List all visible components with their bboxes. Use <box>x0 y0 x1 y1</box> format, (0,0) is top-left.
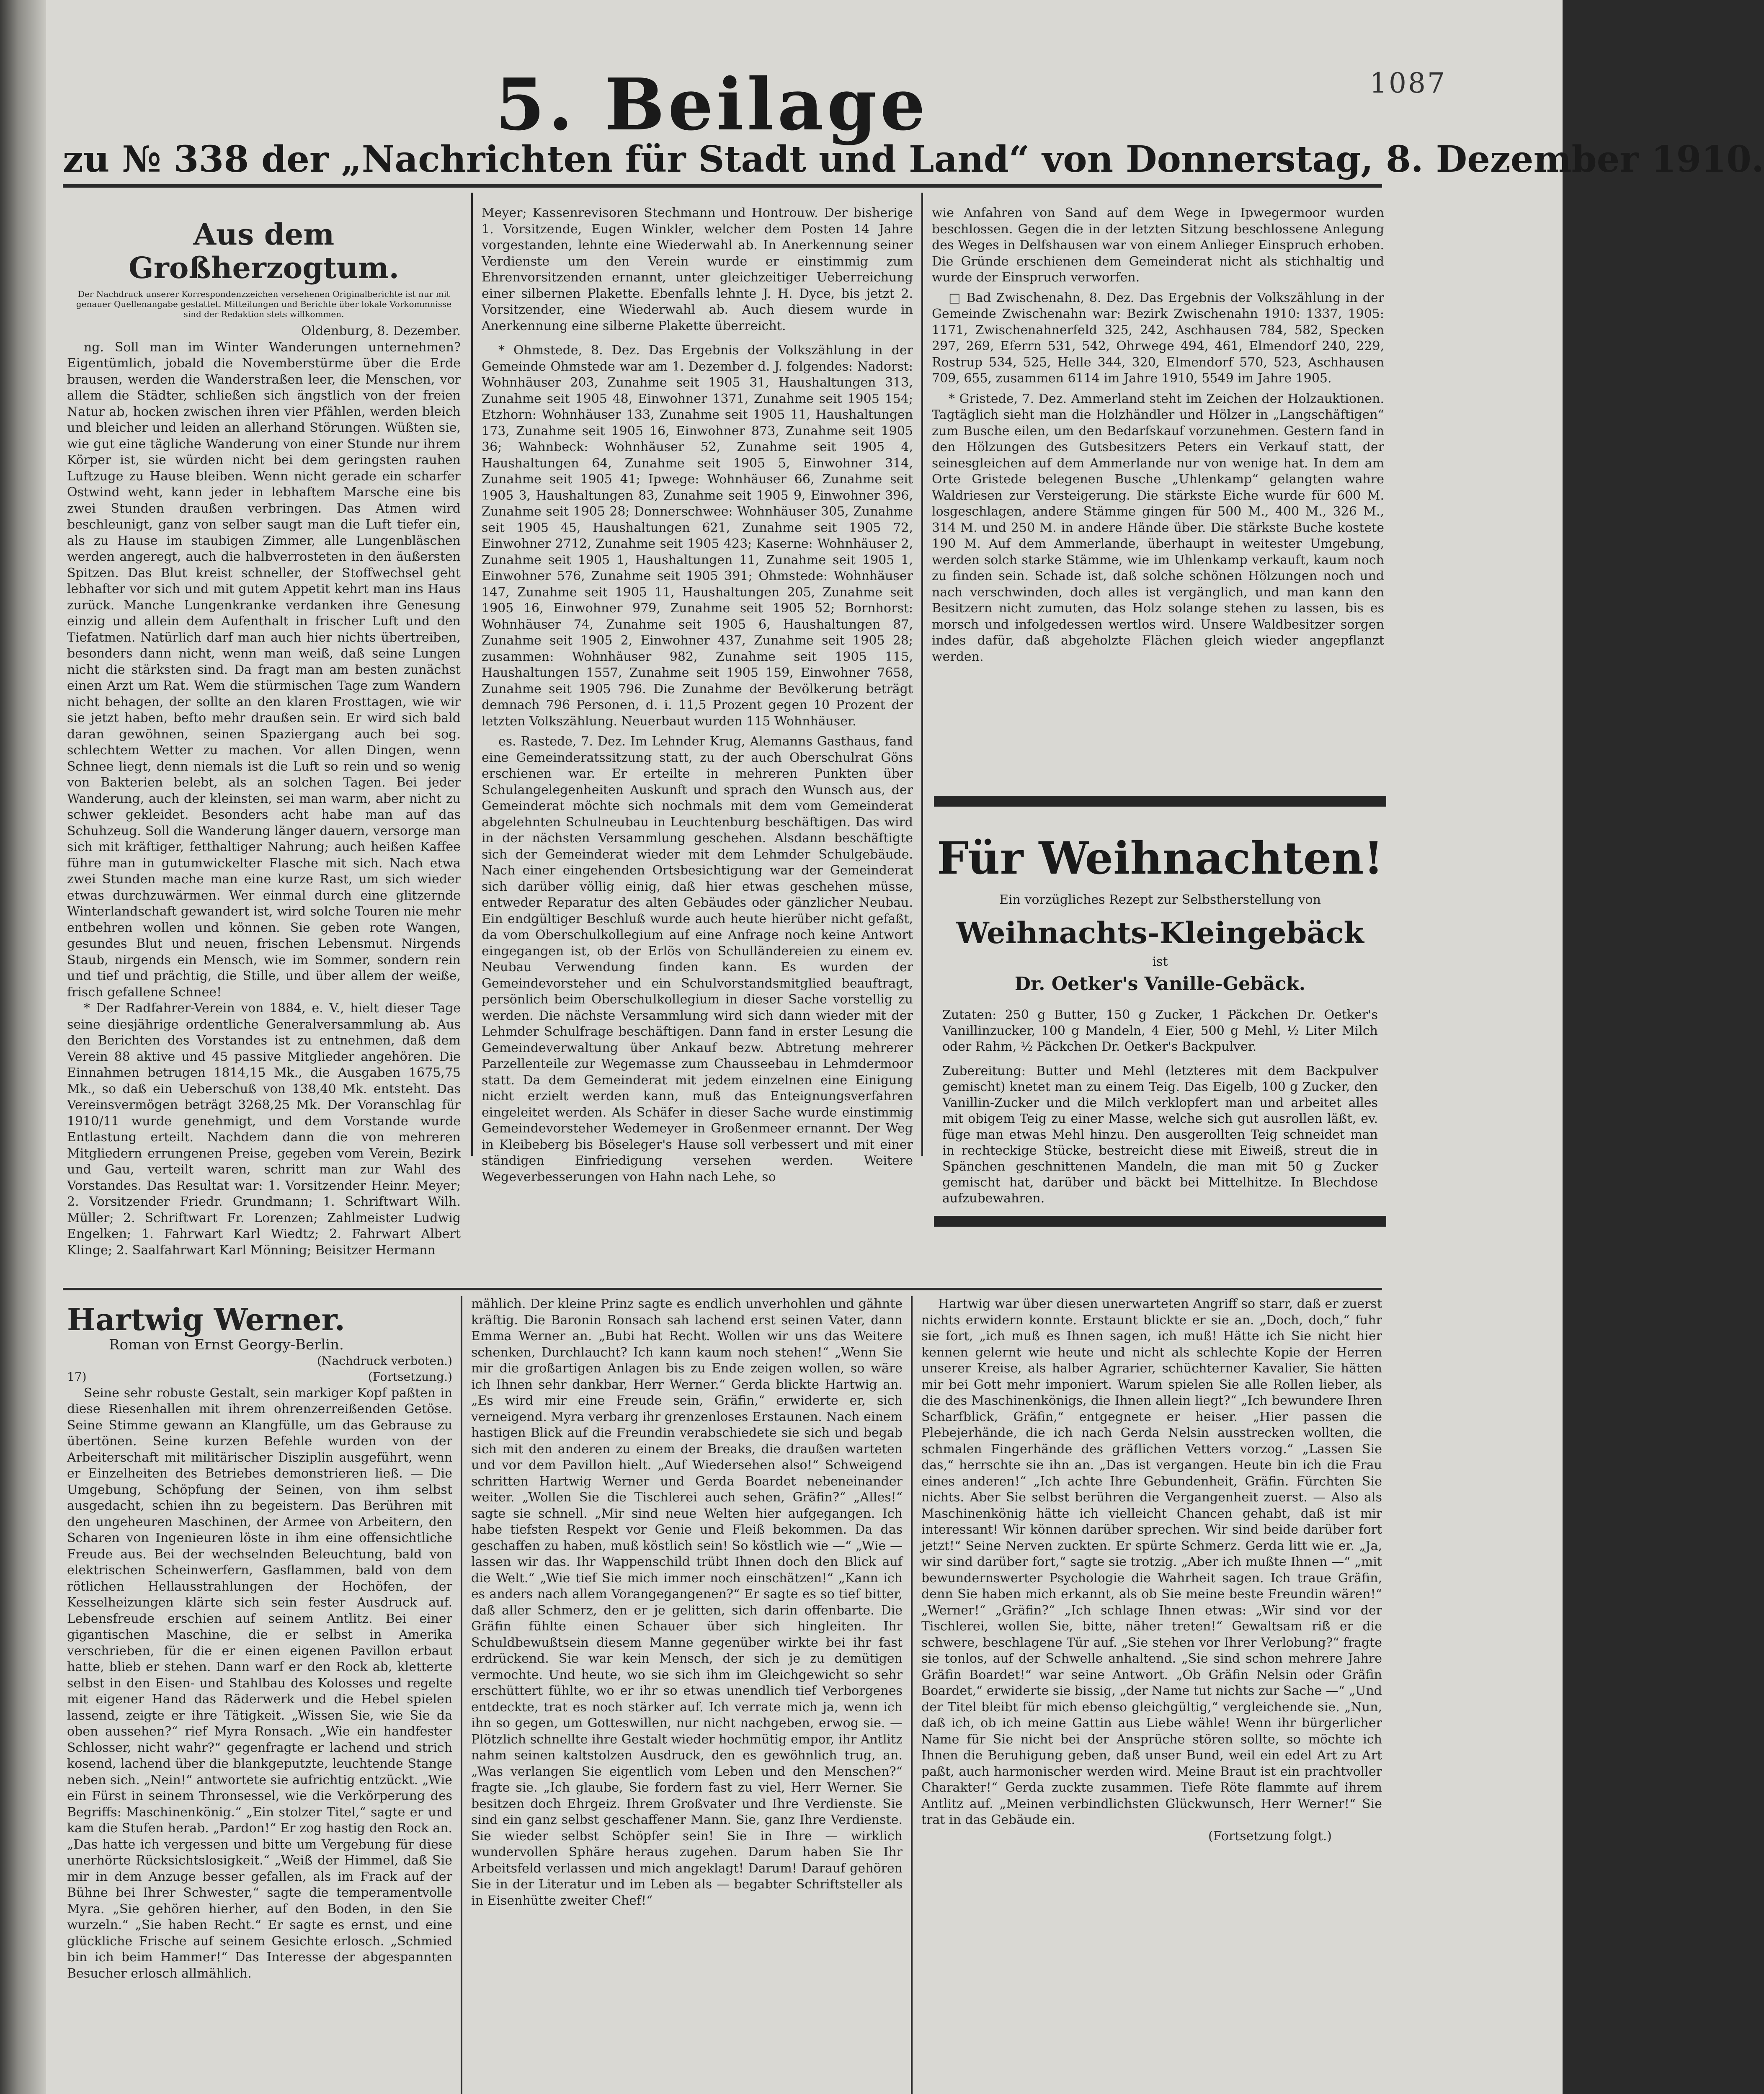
ad-ingredients: Zutaten: 250 g Butter, 150 g Zucker, 1 Päckchen Dr. Oetker's Vanillinzucker, 100 g Mandeln, 4 Eier, 500 g Mehl, ½ Liter Milch oder Rahm, ½ Päckchen Dr. Oetker's Backpulver. <box>942 1008 1378 1054</box>
column-rule-1 <box>471 193 473 1156</box>
novel-installment: 17) <box>67 1370 87 1384</box>
reprint-note: Der Nachdruck unserer Korrespondenzzeichen versehenen Originalberichte ist nur mit genauer Quellenangabe gestattet. Mitteilungen und Berichte über lokale Vorkommnisse sind der Redaktion stets willkommen. <box>76 289 452 319</box>
supplement-title: 5. Beilage <box>495 63 929 147</box>
article-gristede-auctions: * Gristede, 7. Dez. Ammerland steht im Zeichen der Holzauktionen. Tagtäglich sieht man die Holzhändler und Hölzer in „Langschäftigen“ zum Busche eilen, um den Bedarfskauf vorzunehmen. Gestern fand in den Hölzungen des Gutsbesitzers Peters ein Verkauf statt, der seinesgleichen auf dem Ammerlande nur von wenige hat. In dem am Orte Gristede belegenen Busche „Uhlenkamp“ gelangten wahre Waldriesen zur Versteigerung. Die stärkste Eiche wurde für 600 M. losgeschlagen, andere Stämme gingen für 500 M., 400 M., 326 M., 314 M. und 250 M. in andere Hände über. Die stärkste Buche kostete 190 M. Auf dem Ammerlande, überhaupt in weitester Umgebung, werden solch starke Stämme, wie im Uhlenkamp verkauft, kaum noch zu finden sein. Schade ist, daß solche schönen Hölzungen noch und nach verschwinden, doch alles ist vergänglich, und man kann den Besitzern nicht zumuten, das Holz solange stehen zu lassen, bis es morsch und infolgedessen wertlos wird. Unsere Waldbesitzer sorgen indes dafür, daß abgeholzte Flächen gleich wieder angepflanzt werden. <box>932 391 1384 664</box>
book-binding-edge <box>0 0 46 2094</box>
ad-line2: ist <box>1152 954 1168 969</box>
ad-brand: Dr. Oetker's Vanille-Gebäck. <box>1014 973 1306 995</box>
novel-column-1 <box>67 1302 452 2094</box>
ad-title: Für Weihnachten! <box>937 832 1383 884</box>
feuilleton-rule <box>63 1288 1382 1290</box>
ad-title2: Weihnachts-Kleingebäck <box>956 915 1364 950</box>
novel-rights: (Nachdruck verboten.) <box>317 1354 452 1368</box>
novel-text-3: Hartwig war über diesen unerwarteten Angriff so starr, daß er zuerst nichts erwidern konnte. Erstaunt blickte er sie an. „Doch, doch,“ fuhr sie fort, „ich muß es Ihnen sagen, ich muß! Hätte ich Sie nicht hier kennen gelernt wie heute und nicht als schlechte Kopie der Herren unserer Kreise, als halber Agrarier, schüchterner Kavalier, Sie hätten mir bei Gott mehr imponiert. Warum spielen Sie alle Rollen lieber, als die des Maschinenkönigs, die Ihnen allein liegt?“ „Ich bewundere Ihren Scharfblick, Gräfin,“ entgegnete er heiser. „Hier passen die Plebejerhände, die ich nach Gerda Nelsin ausstrecken wollten, die schmalen Fingerhände des gräflichen Vetters vorzog.“ „Lassen Sie das,“ herrschte sie ihn an. „Das ist vergangen. Heute bin ich die Frau eines anderen!“ „Ich achte Ihre Gebundenheit, Gräfin. Fürchten Sie nichts. Aber Sie selbst berühren die Vergangenheit zuerst. — Also als Maschinenkönig hätte ich vielleicht Chancen gehabt, daß ist mir interessant! Wir können darüber sprechen. Wir sind beide darüber fort jetzt!“ Seine Nerven zuckten. Er spürte Schmerz. Gerda litt wie er. „Ja, wir sind darüber fort,“ sagte sie trotzig. „Aber ich mußte Ihnen —“ „mit bewundernswerter Psychologie die Wahrheit sagen. Ich traue Gräfin, denn Sie haben mich erkannt, als ob Sie meine beste Freundin wären!“ „Werner!“ „Gräfin?“ „Ich schlage Ihnen etwas: „Wir sind vor der Tischlerei, wollen Sie, bitte, näher treten!“ Gewaltsam riß er die schwere, beschlagene Tür auf. „Sie stehen vor Ihrer Verlobung?“ fragte sie tonlos, auf der Schwelle anhaltend. „Sie sind schon mehrere Jahre Gräfin Boardet!“ war seine Antwort. „Ob Gräfin Nelsin oder Gräfin Boardet,“ erwiderte sie bissig, „der Name tut nichts zur Sache —“ „Und der Titel bleibt für mich ebenso gleichgültig,“ vergleichende sie. „Nun, daß ich, ob ich meine Gattin aus Liebe wähle! Wenn ihr bürgerlicher Name für Sie nicht bei der Ansprüche stören sollte, so möchte ich Ihnen die Beruhigung geben, daß unser Bund, weil ein edel Art zu Art paßt, auch harmonischer werden wird. Meine Braut ist ein prachtvoller Charakter!“ Gerda zuckte zusammen. Tiefe Röte flammte auf ihrem Antlitz auf. „Meinen verbindlichsten Glückwunsch, Herr Werner!“ Sie trat in das Gebäude ein. <box>921 1297 1382 1827</box>
ad-top-bar <box>934 796 1386 807</box>
novel-text-2: mählich. Der kleine Prinz sagte es endlich unverhohlen und gähnte kräftig. Die Baronin Ronsach sah lachend erst seinen Vater, dann Emma Werner an. „Bubi hat Recht. Wollen wir uns das Weitere schenken, Durchlaucht? Ich kann kaum noch stehen!“ „Wenn Sie mir die großartigen Anlagen bis zu Ende zeigen wollen, so wäre ich Ihnen sehr dankbar, Herr Werner.“ Gerda blickte Hartwig an. „Es wird mir eine Freude sein, Gräfin,“ erwiderte er, sich verneigend. Myra verbarg ihr grenzenloses Erstaunen. Nach einem hastigen Blick auf die Freundin verabschiedete sie sich und begab sich mit den anderen zu einem der Breaks, die draußen warteten und vor dem Pavillon hielt. „Auf Wiedersehen also!“ Schweigend schritten Hartwig Werner und Gerda Boardet nebeneinander weiter. „Wollen Sie die Tischlerei auch sehen, Gräfin?“ „Alles!“ sagte sie schnell. „Mir sind neue Welten hier aufgegangen. Ich habe tiefsten Respekt vor Genie und Fleiß bekommen. Da das geschaffen zu haben, muß köstlich sein! So köstlich wie —“ „Wie — lassen wir das. Ihr Wappenschild trübt Ihnen doch den Blick auf die Welt.“ „Wie tief Sie mich immer noch einschätzen!“ „Kann ich es anders nach allem Vorangegangenen?“ Er sagte es so tief bitter, daß aller Schmerz, den er je gelitten, sich darin offenbarte. Die Gräfin fühlte einen Schauer über sich hingleiten. Ihr Schuldbewußtsein diesem Manne gegenüber wirkte bei ihr fast erdrückend. Sie war kein Mensch, der sich je zu demütigen vermochte. Und heute, wo sie sich ihm im Gleichgewicht so sehr erschüttert fühlte, wo er ihr so etwas unendlich tief Verborgenes entdeckte, trat es noch stärker auf. Ich verrate mich ja, wenn ich ihn so gegen, um Gotteswillen, nur nicht nachgeben, erwog sie. — Plötzlich schnellte ihre Gestalt wieder hochmütig empor, ihr Antlitz nahm seinen kaltstolzen Ausdruck, den es gewöhnlich trug, an. „Was verlangen Sie eigentlich vom Leben und den Menschen?“ fragte sie. „Ich glaube, Sie fordern fast zu viel, Herr Werner. Sie besitzen doch Ehrgeiz. Ihrem Großvater und Ihre Verdienste. Sie sind ein ganz selbst geschaffener Mann. Sie, ganz Ihre Verdienste. Sie wieder selbst Schöpfer sein! Sie in Ihre — wirklich wundervollen Sphäre heraus zugehen. Darum haben Sie Ihr Arbeitsfeld verlassen und mich angeklagt! Darum! Darauf gehören Sie in der Literatur und im Leben als — begabter Schriftsteller als in Eisenhütte zweiter Chef!“ <box>471 1297 903 1908</box>
article-rastede-council: es. Rastede, 7. Dez. Im Lehnder Krug, Alemanns Gasthaus, fand eine Gemeinderatssitzung statt, zu der auch Oberschulrat Göns erschienen war. Er erteilte in mehreren Punkten über Schulangelegenheiten Auskunft und sprach den Wunsch aus, der Gemeinderat möchte sich nochmals mit dem vom Gemeinderat abgelehnten Schulneubau in Leuchtenburg beschäftigen. Das wird in der nächsten Versammlung geschehen. Alsdann beschäftigte sich der Gemeinderat wieder mit dem Lehmder Schulgebäude. Nach einer eingehenden Ortsbesichtigung war der Gemeinderat sich darüber völlig einig, daß hier etwas geschehen müsse, entweder Reparatur des alten Gebäudes oder gänzlicher Neubau. Ein endgültiger Beschluß wurde auch heute hierüber nicht gefaßt, da vom Oberschulkollegium auf eine Anfrage noch keine Antwort eingegangen ist, ob der Erlös von Schulländereien zu einem ev. Neubau Verwendung finden kann. Es wurden der Gemeindevorsteher und ein Schulvorstandsmitglied beauftragt, persönlich beim Oberschulkollegium in dieser Sache vorstellig zu werden. Die nächste Versammlung wird sich dann wieder mit der Lehmder Schulfrage beschäftigen. Dann fand in erster Lesung die Gemeindeverwaltung über Ankauf bezw. Abtretung mehrerer Parzellenteile zur Wegemasse zum Chausseebau in Lehmdermoor statt. Da dem Gemeinderat mit jedem einzelnen eine Einigung nicht erzielt werden kann, muß das Enteignungsverfahren eingeleitet werden. Als Schäfer in dieser Sache wurde einstimmig Gemeindevorsteher Wedemeyer in Großenmeer ernannt. Der Weg in Kleibeberg bis Böseleger's Hause soll verbessert und mit einer ständigen Einfriedigung versehen werden. Weitere Wegeverbesserungen von Hahn nach Lehe, so <box>482 734 913 1184</box>
article-zwischenahn-census: □ Bad Zwischenahn, 8. Dez. Das Ergebnis der Volkszählung in der Gemeinde Zwischenahn war: Bezirk Zwischenahn 1910: 1337, 1905: 1171, Zwischenahnerfeld 325, 242, Aschhausen 784, 582, Specken 297, 269, Eferrn 531, 542, Ohrwege 494, 461, Elmendorf 240, 229, Rostrup 534, 525, Helle 344, 320, Elmendorf 570, 523, Aschhausen 709, 655, zusammen 6114 im Jahre 1910, 5549 im Jahre 1905. <box>932 290 1384 386</box>
ad-line1: Ein vorzügliches Rezept zur Selbstherstellung von <box>999 892 1321 907</box>
column-rule-3 <box>461 1296 462 2094</box>
supplement-subline: zu № 338 der „Nachrichten für Stadt und Land“ von Donnerstag, 8. Dezember 1910. <box>63 138 1764 181</box>
page-number: 1087 <box>1369 67 1447 99</box>
novel-title: Hartwig Werner. <box>67 1302 345 1337</box>
novel-author: Roman von Ernst Georgy-Berlin. <box>109 1336 344 1353</box>
ad-preparation: Zubereitung: Butter und Mehl (letzteres mit dem Backpulver gemischt) knetet man zu einem Teig. Das Eigelb, 100 g Zucker, den Vanillin-Zucker und die Milch verklopfert man und arbeitet alles mit obigem Teig zu einer Masse, welche sich gut ausrollen läßt, ev. füge man etwas Mehl hinzu. Den ausgerollten Teig schneidet man in rechteckige Stücke, bestreicht diese mit Eiweiß, streut die in Spänchen geschnittenen Mandeln, die man mit 50 g Zucker gemischt hat, darüber und bäckt bei Mittelhitze. In Blechdose aufzubewahren. <box>942 1064 1378 1206</box>
ad-bottom-bar <box>934 1216 1386 1227</box>
article-rastede-cont: wie Anfahren von Sand auf dem Wege in Ipwegermoor wurden beschlossen. Gegen die in der letzten Sitzung beschlossene Anlegung des Weges in Delfshausen war von einem Anlieger Einspruch erhoben. Die Gründe erschienen dem Gemeinderat nicht als stichhaltig und wurde der Einspruch verworfen. <box>932 206 1384 285</box>
novel-continued: (Fortsetzung.) <box>368 1370 452 1384</box>
novel-to-be-continued: (Fortsetzung folgt.) <box>1208 1828 1332 1844</box>
novel-text-1: Seine sehr robuste Gestalt, sein markiger Kopf paßten in diese Riesenhallen mit ihrem ohrenzerreißenden Getöse. Seine Stimme gewann an Klangfülle, um das Gebrause zu übertönen. Seine kurzen Befehle wurden von der Arbeiterschaft mit militärischer Disziplin ausgeführt, wenn er Einzelheiten des Betriebes demonstrieren ließ. — Die Umgebung, Schöpfung der Seinen, von ihm selbst ausgedacht, schien ihn zu begeistern. Das Berühren mit den ungeheuren Maschinen, der Armee von Arbeitern, den Scharen von Ingenieuren löste in ihm eine offensichtliche Freude aus. Bei der wechselnden Beleuchtung, bald von elektrischen Scheinwerfern, Gasflammen, bald von dem rötlichen Hellausstrahlungen der Hochöfen, der Kesselheizungen klärte sich sein fester Ausdruck auf. Lebensfreude erschien auf seinem Antlitz. Bei einer gigantischen Maschine, die er selbst in Amerika verschrieben, für die er einen eigenen Pavillon erbaut hatte, blieb er stehen. Dann warf er den Rock ab, kletterte selbst in den Eisen- und Stahlbau des Kolosses und regelte mit eigener Hand das Räderwerk und die Hebel spielen lassend, zeigte er ihre Tätigkeit. „Wissen Sie, wie Sie da oben aussehen?“ rief Myra Ronsach. „Wie ein handfester Schlosser, nicht wahr?“ gegenfragte er lachend und strich kosend, lachend über die blankgeputzte, leuchtende Stange neben sich. „Nein!“ antwortete sie aufrichtig entzückt. „Wie ein Fürst in seinem Thronsessel, wie die Verkörperung des Begriffs: Maschinenkönig.“ „Ein stolzer Titel,“ sagte er und kam die Stufen herab. „Pardon!“ Er zog hastig den Rock an. „Das hatte ich vergessen und bitte um Vergebung für diese unerhörte Rücksichtslosigkeit.“ „Weiß der Himmel, daß Sie mir in dem Anzuge besser gefallen, als im Frack auf der Bühne bei Ihrer Schwester,“ sagte die temperamentvolle Myra. „Sie gehören hierher, auf den Boden, in den Sie wurzeln.“ „Sie haben Recht.“ Er sagte es ernst, und eine glückliche Frische auf seinem Gesichte erlosch. „Schmied bin ich beim Hammer!“ Das Interesse der abgespannten Besucher erlosch allmählich. <box>67 1385 452 1981</box>
news-column-1 <box>67 218 461 1282</box>
dateline: Oldenburg, 8. Dezember. <box>301 324 461 338</box>
column-rule-4 <box>911 1296 913 2094</box>
article-ohmstede-census: * Ohmstede, 8. Dez. Das Ergebnis der Volkszählung in der Gemeinde Ohmstede war am 1. Dezember d. J. folgendes: Nadorst: Wohnhäuser 203, Zunahme seit 1905 31, Haushaltungen 313, Zunahme seit 1905 48, Einwohner 1371, Zunahme seit 1905 154; Etzhorn: Wohnhäuser 133, Zunahme seit 1905 11, Haushaltungen 173, Zunahme seit 1905 16, Einwohner 873, Zunahme seit 1905 36; Wahnbeck: Wohnhäuser 52, Zunahme seit 1905 4, Haushaltungen 64, Zunahme seit 1905 5, Einwohner 314, Zunahme seit 1905 41; Ipwege: Wohnhäuser 66, Zunahme seit 1905 3, Haushaltungen 83, Zunahme seit 1905 9, Einwohner 396, Zunahme seit 1905 28; Donnerschwee: Wohnhäuser 305, Zunahme seit 1905 45, Haushaltungen 621, Zunahme seit 1905 72, Einwohner 2712, Zunahme seit 1905 423; Kaserne: Wohnhäuser 2, Zunahme seit 1905 1, Haushaltungen 11, Zunahme seit 1905 1, Einwohner 576, Zunahme seit 1905 391; Ohmstede: Wohnhäuser 147, Zunahme seit 1905 11, Haushaltungen 205, Zunahme seit 1905 16, Einwohner 979, Zunahme seit 1905 52; Bornhorst: Wohnhäuser 74, Zunahme seit 1905 6, Haushaltungen 87, Zunahme seit 1905 2, Einwohner 437, Zunahme seit 1905 28; zusammen: Wohnhäuser 982, Zunahme seit 1905 115, Haushaltungen 1557, Zunahme seit 1905 159, Einwohner 7658, Zunahme seit 1905 796. Die Zunahme der Bevölkerung beträgt demnach 796 Personen, d. i. 11,5 Prozent gegen 10 Prozent der letzten Volkszählung. Neuerbaut wurden 115 Wohnhäuser. <box>482 343 913 729</box>
column-rule-2 <box>921 193 923 1156</box>
article-cycling-club: * Der Radfahrer-Verein von 1884, e. V., hielt dieser Tage seine diesjährige ordentliche Generalversammlung ab. Aus den Berichten des Vorstandes ist zu entnehmen, daß dem Verein 88 aktive und 45 passive Mitglieder angehören. Die Einnahmen betrugen 1814,15 Mk., die Ausgaben 1675,75 Mk., so daß ein Ueberschuß von 138,40 Mk. entsteht. Das Vereinsvermögen beträgt 3268,25 Mk. Der Voranschlag für 1910/11 wurde genehmigt, und dem Vorstande wurde Entlastung erteilt. Nachdem dann die von mehreren Mitgliedern errungenen Preise, gegeben vom Verein, Bezirk und Gau, verteilt waren, schritt man zur Wahl des Vorstandes. Das Resultat war: 1. Vorsitzender Heinr. Meyer; 2. Vorsitzender Friedr. Grundmann; 1. Schriftwart Wilh. Müller; 2. Schriftwart Fr. Lorenzen; Zahlmeister Ludwig Engelken; 1. Fahrwart Karl Wiedtz; 2. Fahrwart Albert Klinge; 2. Saalfahrwart Karl Mönning; Beisitzer Hermann <box>67 1001 461 1258</box>
news-column-2 <box>482 205 913 1282</box>
novel-column-2 <box>471 1296 903 2094</box>
oetker-advertisement <box>934 796 1386 1273</box>
novel-installment-line <box>67 1369 452 1385</box>
section-title: Aus dem Großherzogtum. <box>129 217 399 285</box>
novel-column-3 <box>921 1296 1382 2094</box>
header-rule <box>63 184 1382 188</box>
article-cycling-club-cont: Meyer; Kassenrevisoren Stechmann und Hontrouw. Der bisherige 1. Vorsitzende, Eugen Winkler, welcher dem Posten 14 Jahre vorgestanden, lehnte eine Wiederwahl ab. In Anerkennung seiner Verdienste um den Verein wurde er einstimmig zum Ehrenvorsitzenden ernannt, unter gleichzeitiger Ueberreichung einer silbernen Plakette. Ebenfalls lehnte J. H. Dyce, bis jetzt 2. Vorsitzender, eine Wiederwahl ab. Auch diesem wurde in Anerkennung eine silberne Plakette überreicht. <box>482 206 913 333</box>
news-column-3 <box>932 205 1384 783</box>
article-winter-walks: ng. Soll man im Winter Wanderungen unternehmen? Eigentümlich, jobald die Novemberstürme über die Erde brausen, werden die Wanderstraßen leer, die Menschen, vor allem die Städter, schließen sich ängstlich von der freien Natur ab, hocken zwischen ihren vier Pfählen, werden bleich und bleicher und leiden an allerhand Störungen. Wüßten sie, wie gut eine tägliche Wanderung von einer Stunde nur ihrem Körper ist, sie würden nicht bei dem geringsten rauhen Luftzuge zu Hause bleiben. Wenn nicht gerade ein scharfer Ostwind weht, kann jeder in lebhaftem Marsche eine bis zwei Stunden draußen verbringen. Das Atmen wird beschleunigt, ganz von selber saugt man die Luft tiefer ein, als zu Hause im staubigen Zimmer, alle Lungenbläschen werden angeregt, auch die halbverrosteten in den äußersten Spitzen. Das Blut kreist schneller, der Stoffwechsel geht lebhafter vor sich und mit gutem Appetit kehrt man ins Haus zurück. Manche Lungenkranke verdanken ihre Genesung einzig und allein dem Aufenthalt in frischer Luft und den Tiefatmen. Natürlich darf man auch hier nichts übertreiben, besonders dann nicht, wenn man weiß, daß seine Lungen nicht die stärksten sind. Da fragt man am besten zunächst einen Arzt um Rat. Wem die stürmischen Tage zum Wandern nicht behagen, der sollte an den klaren Frosttagen, wie wir sie jetzt haben, befto mehr draußen sein. Er wird sich bald daran gewöhnen, seinen Spaziergang auch bei sog. schlechtem Wetter zu machen. Vor allen Dingen, wenn Schnee liegt, denn niemals ist die Luft so rein und so wenig von Bakterien belebt, als an solchen Tagen. Bei jeder Wanderung, auch der kleinsten, sei man warm, aber nicht zu schwer gekleidet. Besonders acht habe man auf das Schuhzeug. Soll die Wanderung länger dauern, versorge man sich mit kräftiger, fetthaltiger Nahrung; auch heißen Kaffee führe man in gutumwickelter Flasche mit sich. Nach etwa zwei Stunden mache man eine kurze Rast, um sich wieder etwas durchzuwärmen. Wer einmal durch eine glitzernde Winterlandschaft gewandert ist, wird solche Touren nie mehr entbehren wollen und können. Sie geben rote Wangen, gesundes Blut und neuen, frischen Lebensmut. Nirgends Staub, nirgends ein Mensch, wie im Sommer, sondern rein und tief und prächtig, die Stille, und über allem der weiße, frisch gefallene Schnee! <box>67 340 461 1000</box>
